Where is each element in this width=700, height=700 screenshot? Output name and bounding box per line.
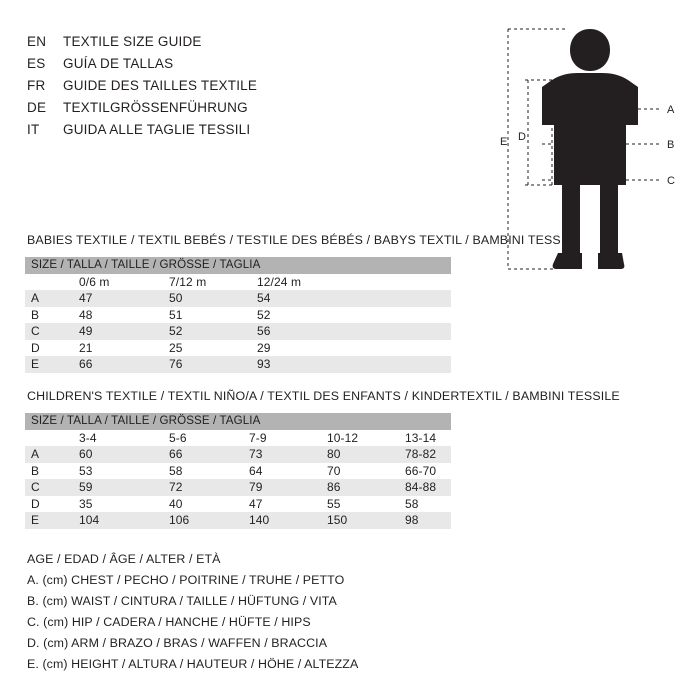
- row-label: E: [25, 356, 73, 373]
- cell: 7-9: [243, 430, 321, 447]
- babies-header-size: SIZE / TALLA / TAILLE / GRÖSSE / TAGLIA: [25, 257, 451, 274]
- language-title: GUIDE DES TAILLES TEXTILE: [63, 78, 258, 93]
- table-row: [25, 323, 451, 340]
- cell: 47: [73, 290, 163, 307]
- children-section-title: CHILDREN'S TEXTILE / TEXTIL NIÑO/A / TEXTIL DES ENFANTS / KINDERTEXTIL / BAMBINI TESSILE: [27, 389, 620, 403]
- legend-line: D. (cm) ARM / BRAZO / BRAS / WAFFEN / BRACCIA: [27, 636, 328, 650]
- cell: [25, 430, 73, 447]
- row-label: B: [25, 307, 73, 324]
- cell: 0/6 m: [73, 274, 163, 291]
- cell: 64: [243, 463, 321, 480]
- cell: 55: [321, 496, 399, 513]
- cell: 140: [243, 512, 321, 529]
- language-title: TEXTILE SIZE GUIDE: [63, 34, 202, 49]
- language-row: [27, 100, 457, 122]
- legend-line: B. (cm) WAIST / CINTURA / TAILLE / HÜFTUNG / VITA: [27, 594, 337, 608]
- cell: 52: [163, 323, 251, 340]
- row-label: A: [25, 290, 73, 307]
- cell: 21: [73, 340, 163, 357]
- cell: 48: [73, 307, 163, 324]
- cell: 84-88: [399, 479, 451, 496]
- language-code: FR: [27, 78, 46, 93]
- measurement-legend: [27, 552, 477, 678]
- cell: 78-82: [399, 446, 451, 463]
- row-label: A: [25, 446, 73, 463]
- cell: 93: [251, 356, 451, 373]
- children-size-table: [25, 413, 451, 529]
- cell: 12/24 m: [251, 274, 451, 291]
- cell: 66: [163, 446, 243, 463]
- figure-label-a: A: [667, 104, 675, 116]
- cell: 51: [163, 307, 251, 324]
- cell: 66-70: [399, 463, 451, 480]
- table-row: [25, 307, 451, 324]
- table-row: [25, 463, 451, 480]
- figure-label-b: B: [667, 139, 675, 151]
- row-label: D: [25, 496, 73, 513]
- cell: 72: [163, 479, 243, 496]
- language-titles: [27, 34, 457, 144]
- babies-size-table: [25, 257, 451, 373]
- language-row: [27, 122, 457, 144]
- legend-line: C. (cm) HIP / CADERA / HANCHE / HÜFTE / HIPS: [27, 615, 311, 629]
- language-row: [27, 78, 457, 100]
- cell: 40: [163, 496, 243, 513]
- cell: 52: [251, 307, 451, 324]
- cell: 150: [321, 512, 399, 529]
- cell: 29: [251, 340, 451, 357]
- row-label: D: [25, 340, 73, 357]
- cell: 80: [321, 446, 399, 463]
- cell: 47: [243, 496, 321, 513]
- cell: 13-14: [399, 430, 451, 447]
- table-header-row: [25, 257, 451, 274]
- table-row: [25, 356, 451, 373]
- language-code: DE: [27, 100, 47, 115]
- cell: 56: [251, 323, 451, 340]
- table-row: [25, 446, 451, 463]
- figure-label-c: C: [667, 175, 675, 187]
- language-row: [27, 34, 457, 56]
- language-title: GUÍA DE TALLAS: [63, 56, 174, 71]
- cell: 79: [243, 479, 321, 496]
- figure-label-d: D: [518, 131, 526, 143]
- cell: 104: [73, 512, 163, 529]
- cell: 60: [73, 446, 163, 463]
- cell: 58: [163, 463, 243, 480]
- legend-line: AGE / EDAD / ÂGE / ALTER / ETÀ: [27, 552, 221, 566]
- legend-line: E. (cm) HEIGHT / ALTURA / HAUTEUR / HÖHE / ALTEZZA: [27, 657, 359, 671]
- cell: [25, 274, 73, 291]
- cell: 58: [399, 496, 451, 513]
- cell: 54: [251, 290, 451, 307]
- cell: 98: [399, 512, 451, 529]
- cell: 73: [243, 446, 321, 463]
- table-row: [25, 479, 451, 496]
- language-title: GUIDA ALLE TAGLIE TESSILI: [63, 122, 251, 137]
- cell: 86: [321, 479, 399, 496]
- row-label: B: [25, 463, 73, 480]
- table-row: [25, 340, 451, 357]
- cell: 66: [73, 356, 163, 373]
- row-label: C: [25, 323, 73, 340]
- row-label: C: [25, 479, 73, 496]
- row-label: E: [25, 512, 73, 529]
- cell: 35: [73, 496, 163, 513]
- table-row: [25, 274, 451, 291]
- cell: 3-4: [73, 430, 163, 447]
- language-code: EN: [27, 34, 47, 49]
- language-title: TEXTILGRÖSSENFÜHRUNG: [63, 100, 248, 115]
- cell: 50: [163, 290, 251, 307]
- cell: 10-12: [321, 430, 399, 447]
- language-code: ES: [27, 56, 46, 71]
- cell: 53: [73, 463, 163, 480]
- table-row: [25, 496, 451, 513]
- table-header-row: [25, 413, 451, 430]
- legend-line: A. (cm) CHEST / PECHO / POITRINE / TRUHE / PETTO: [27, 573, 345, 587]
- language-code: IT: [27, 122, 40, 137]
- table-row: [25, 290, 451, 307]
- cell: 76: [163, 356, 251, 373]
- cell: 106: [163, 512, 243, 529]
- cell: 70: [321, 463, 399, 480]
- cell: 7/12 m: [163, 274, 251, 291]
- cell: 59: [73, 479, 163, 496]
- table-row: [25, 512, 451, 529]
- language-row: [27, 56, 457, 78]
- babies-section-title: BABIES TEXTILE / TEXTIL BEBÉS / TESTILE DES BÉBÉS / BABYS TEXTIL / BAMBINI TESSILE: [27, 233, 580, 247]
- children-header-size: SIZE / TALLA / TAILLE / GRÖSSE / TAGLIA: [25, 413, 451, 430]
- table-row: [25, 430, 451, 447]
- cell: 49: [73, 323, 163, 340]
- figure-label-e: E: [500, 136, 508, 148]
- cell: 5-6: [163, 430, 243, 447]
- cell: 25: [163, 340, 251, 357]
